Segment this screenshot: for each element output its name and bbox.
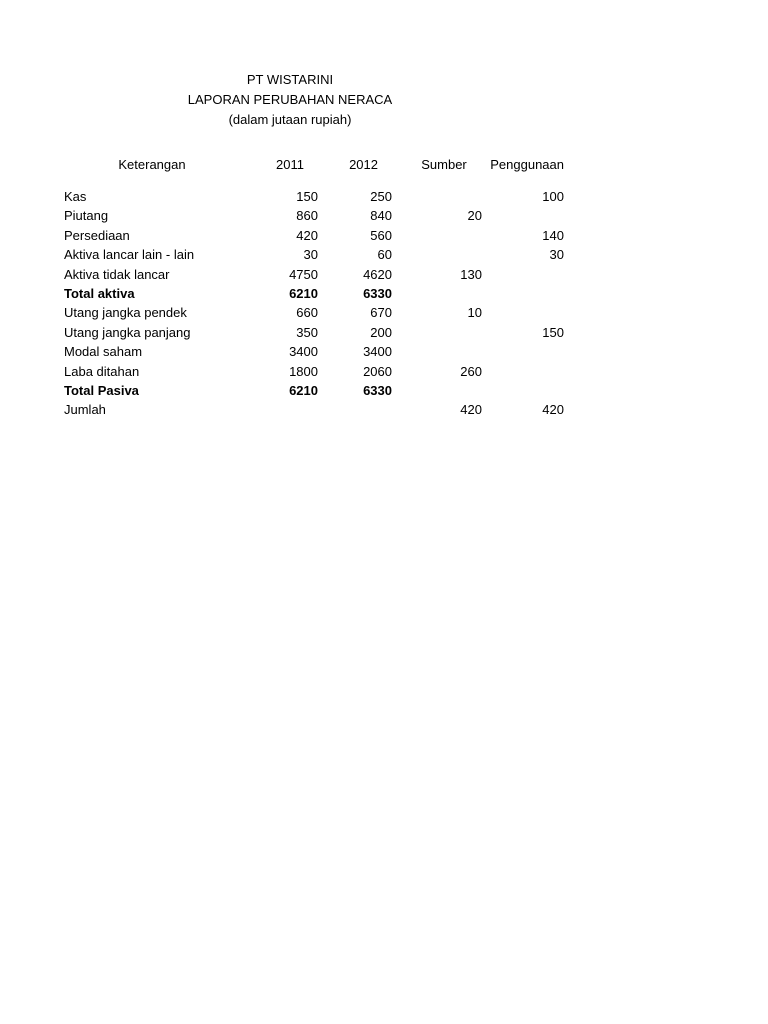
cell-sumber	[392, 187, 482, 206]
cell-2011: 660	[296, 305, 318, 321]
cell-sumber	[392, 245, 482, 264]
column-header-sumber: Sumber	[421, 157, 467, 172]
cell-penggunaan	[482, 381, 564, 400]
unit-note: (dalam jutaan rupiah)	[228, 112, 352, 127]
cell-sumber	[392, 342, 482, 361]
cell-penggunaan	[482, 265, 564, 284]
column-header-2011: 2011	[276, 157, 304, 172]
table-row	[64, 381, 564, 400]
table-row	[64, 265, 564, 284]
cell-sumber: 420	[460, 402, 482, 418]
cell-2011: 860	[296, 208, 318, 224]
column-header-keterangan: Keterangan	[118, 157, 186, 172]
table-row	[64, 323, 564, 342]
company-name: PT WISTARINI	[246, 72, 334, 87]
cell-2012	[318, 400, 392, 419]
cell-2012: 840	[370, 208, 392, 224]
cell-2011: 150	[296, 189, 318, 204]
row-label: Kas	[64, 189, 87, 204]
cell-penggunaan	[482, 206, 564, 225]
cell-2012: 60	[377, 247, 392, 263]
cell-penggunaan: 420	[542, 402, 564, 418]
cell-2012: 560	[370, 227, 392, 243]
report-header	[140, 70, 440, 130]
row-label: Utang jangka pendek	[64, 305, 187, 321]
cell-2012: 6330	[363, 286, 392, 302]
cell-2011: 6210	[289, 383, 318, 399]
table-row	[64, 303, 564, 322]
cell-2012: 4620	[363, 266, 392, 282]
cell-2011: 1800	[289, 363, 318, 379]
cell-penggunaan	[482, 342, 564, 361]
cell-2011: 420	[296, 227, 318, 243]
cell-2012: 3400	[363, 344, 392, 360]
cell-penggunaan: 30	[549, 247, 564, 263]
cell-2012: 2060	[363, 363, 392, 379]
row-label: Aktiva lancar lain - lain	[64, 247, 195, 263]
cell-penggunaan	[482, 362, 564, 381]
cell-sumber	[392, 284, 482, 303]
cell-sumber	[392, 381, 482, 400]
table-header	[64, 155, 564, 175]
cell-sumber: 10	[467, 305, 482, 321]
cell-sumber: 130	[460, 266, 482, 282]
cell-sumber	[392, 226, 482, 245]
cell-2012: 200	[370, 324, 392, 340]
table-body	[64, 175, 564, 420]
column-header-2012: 2012	[349, 157, 378, 172]
row-label: Persediaan	[64, 227, 130, 243]
row-label: Laba ditahan	[64, 363, 140, 379]
cell-penggunaan	[482, 284, 564, 303]
row-label: Jumlah	[64, 402, 106, 418]
cell-sumber	[392, 323, 482, 342]
cell-2011: 6210	[289, 286, 318, 302]
row-label: Total aktiva	[64, 286, 135, 302]
cell-2011: 4750	[289, 266, 318, 282]
cell-penggunaan: 100	[542, 189, 564, 204]
cell-penggunaan: 150	[542, 324, 564, 340]
table-row	[64, 226, 564, 245]
row-label: Total Pasiva	[64, 383, 139, 399]
cell-sumber: 20	[467, 208, 482, 224]
header-row	[64, 155, 564, 175]
table-row	[64, 206, 564, 225]
row-label: Utang jangka panjang	[64, 324, 191, 340]
row-label: Aktiva tidak lancar	[64, 266, 170, 282]
cell-2011: 30	[303, 247, 318, 263]
table-row	[64, 284, 564, 303]
table-spacer-row	[64, 175, 564, 187]
table-row	[64, 245, 564, 264]
row-label: Piutang	[64, 208, 109, 224]
cell-2012: 6330	[363, 383, 392, 399]
column-header-penggunaan: Penggunaan	[490, 157, 564, 172]
balance-change-table	[64, 155, 564, 420]
cell-penggunaan	[482, 303, 564, 322]
cell-2011: 3400	[289, 344, 318, 360]
row-label: Modal saham	[64, 344, 143, 360]
table-row	[64, 362, 564, 381]
cell-2011: 350	[296, 324, 318, 340]
report-title: LAPORAN PERUBAHAN NERACA	[187, 92, 393, 107]
table-row	[64, 187, 564, 206]
table-row	[64, 342, 564, 361]
table-row	[64, 400, 564, 419]
cell-2012: 670	[370, 305, 392, 321]
cell-2011	[244, 400, 318, 419]
cell-penggunaan: 140	[542, 227, 564, 243]
cell-2012: 250	[370, 189, 392, 204]
cell-sumber: 260	[460, 363, 482, 379]
